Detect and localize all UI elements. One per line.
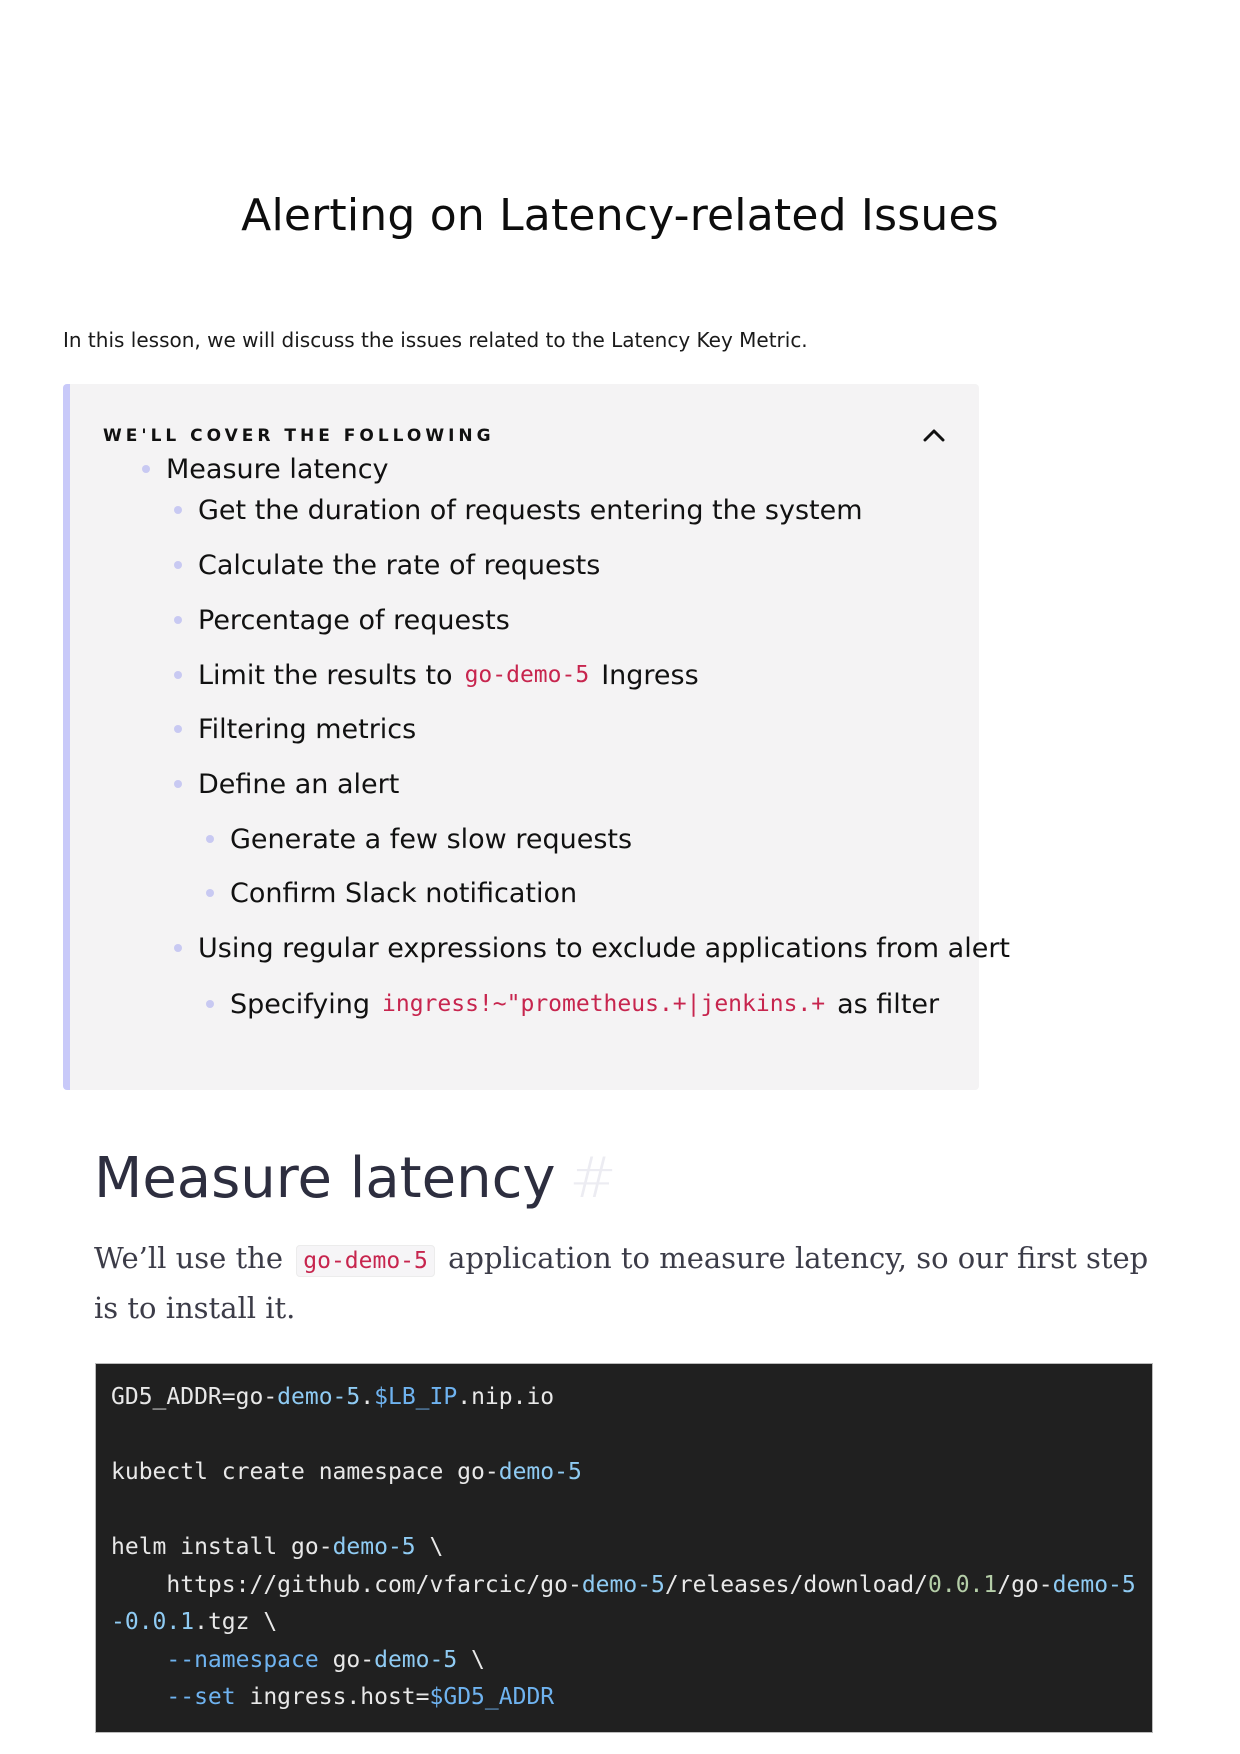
toc-item[interactable]: Generate a few slow requests xyxy=(230,823,632,855)
toc-item[interactable]: Filtering metrics xyxy=(198,713,416,745)
code-block[interactable] xyxy=(95,1363,1153,1733)
code-line: --namespace go-demo-5 \ xyxy=(166,1647,485,1673)
toc-item[interactable]: Limit the results to go-demo-5 Ingress xyxy=(198,659,699,691)
toc-item[interactable]: Calculate the rate of requests xyxy=(198,549,600,581)
section-title: Measure latency # xyxy=(94,1146,617,1211)
toc-item[interactable]: Measure latency xyxy=(166,453,389,485)
inline-code: go-demo-5 xyxy=(296,1245,435,1277)
section-paragraph: We’ll use the go-demo-5 application to measure latency, so our first step is to install it. xyxy=(94,1241,1149,1325)
collapse-toggle[interactable] xyxy=(919,420,949,450)
toc-item[interactable]: Define an alert xyxy=(198,768,399,800)
toc-item[interactable]: Confirm Slack notification xyxy=(230,877,577,909)
anchor-link[interactable]: # xyxy=(569,1146,617,1211)
toc-heading: WE'LL COVER THE FOLLOWING xyxy=(103,426,495,446)
toc-item[interactable]: Using regular expressions to exclude applications from alert xyxy=(198,932,1010,964)
code-line: GD5_ADDR=go-demo-5.$LB_IP.nip.io xyxy=(111,1384,555,1410)
code-line: helm install go-demo-5 \ xyxy=(111,1534,444,1560)
table-of-contents xyxy=(63,384,1011,1090)
chevron-up-icon xyxy=(923,428,945,442)
page-title: Alerting on Latency-related Issues xyxy=(241,190,999,241)
inline-code: go-demo-5 xyxy=(464,662,590,688)
toc-item[interactable]: Percentage of requests xyxy=(198,604,510,636)
inline-code: ingress!~"prometheus.+|jenkins.+ xyxy=(382,991,826,1017)
toc-item[interactable]: Get the duration of requests entering the system xyxy=(198,494,863,526)
code-line: https://github.com/vfarcic/go-demo-5/releases/download/0.0.1/go-demo-5 xyxy=(111,1572,1136,1598)
code-line: kubectl create namespace go-demo-5 xyxy=(111,1459,582,1485)
toc-item[interactable]: Specifying ingress!~"prometheus.+|jenkins.+ as filter xyxy=(230,988,939,1020)
lesson-intro: In this lesson, we will discuss the issues related to the Latency Key Metric. xyxy=(63,328,808,352)
code-line: -0.0.1.tgz \ xyxy=(111,1609,278,1635)
code-line: --set ingress.host=$GD5_ADDR xyxy=(166,1684,555,1710)
